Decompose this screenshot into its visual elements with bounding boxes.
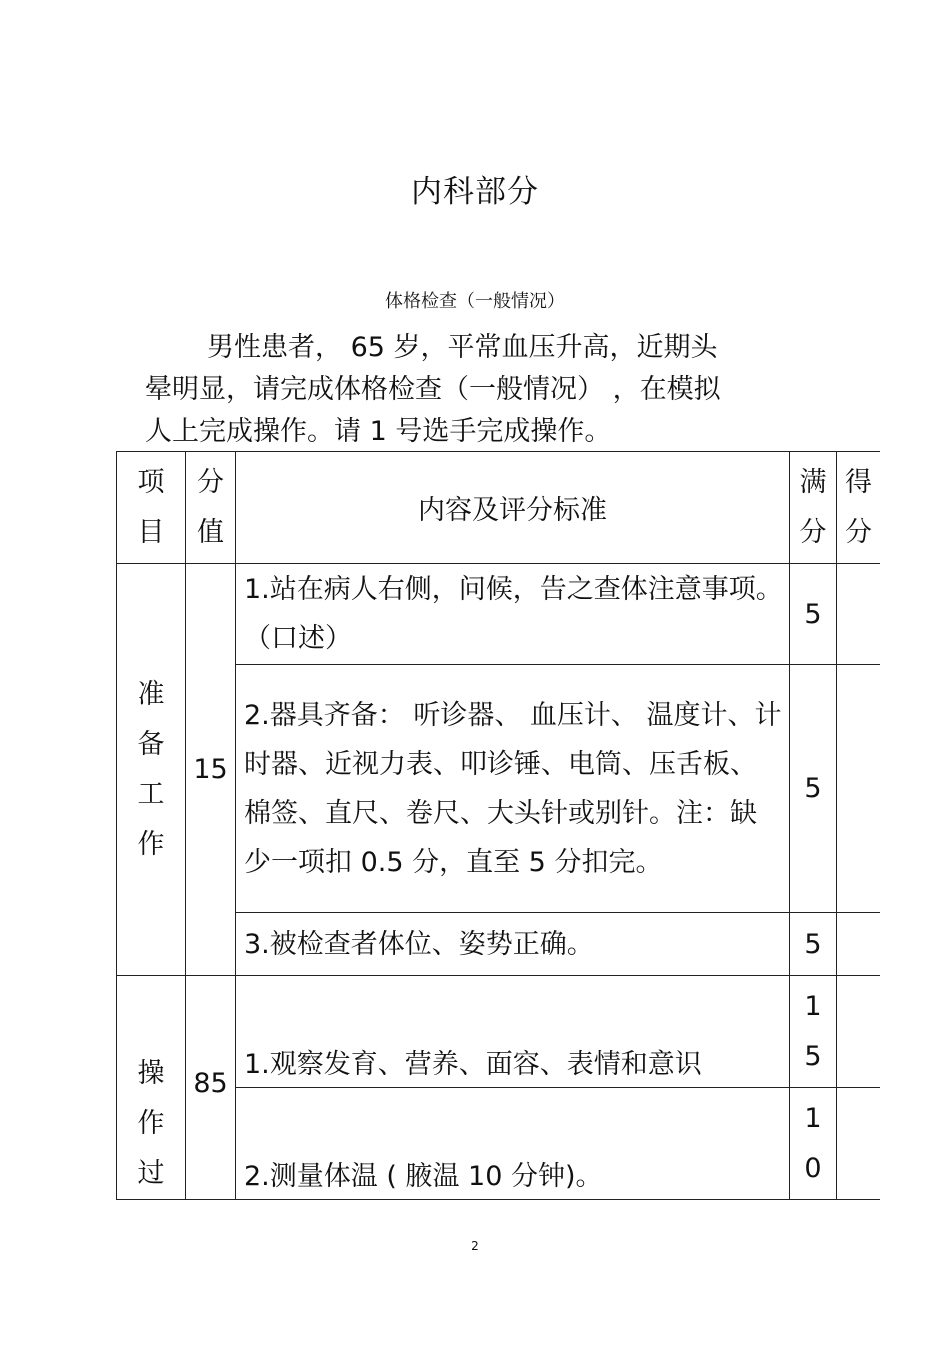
criteria-text: 2.测量体温 ( 腋温 10 分钟)。 xyxy=(236,1088,790,1200)
scenario-line: 男性患者， 65 岁，平常血压升高，近期头 xyxy=(207,332,718,363)
header-item-char: 项 xyxy=(137,466,165,498)
header-got-score xyxy=(837,452,881,564)
page-subtitle: 体格检查（一般情况） xyxy=(385,291,565,312)
header-item-char: 目 xyxy=(137,516,165,548)
section-name-char: 准 xyxy=(137,678,165,710)
scenario-line: 人上完成操作。请 1 号选手完成操作。 xyxy=(145,416,612,447)
section-name-char: 工 xyxy=(137,778,165,810)
header-score-char: 分 xyxy=(197,466,224,498)
criteria-text: 3.被检查者体位、姿势正确。 xyxy=(236,913,790,976)
table-header-row xyxy=(117,452,881,564)
got-score-cell xyxy=(837,665,881,913)
table-row xyxy=(117,976,881,1088)
scoring-table-frame xyxy=(116,451,880,1200)
header-full-char: 分 xyxy=(799,516,827,548)
header-got-char: 得 xyxy=(845,466,872,498)
section-name-char: 作 xyxy=(137,828,165,860)
criteria-text: 1.观察发育、营养、面容、表情和意识 xyxy=(236,976,790,1088)
scoring-table xyxy=(116,451,880,1200)
header-full-char: 满 xyxy=(799,466,827,498)
full-score-digit: 0 xyxy=(804,1152,822,1184)
section-name-char: 操 xyxy=(137,1058,165,1089)
full-score-cell: 5 xyxy=(790,564,837,665)
full-score-digit: 1 xyxy=(804,1102,822,1134)
section-score-ops xyxy=(186,976,236,1200)
got-score-cell xyxy=(837,564,881,665)
got-score-cell xyxy=(837,976,881,1088)
header-got-char: 分 xyxy=(845,516,872,548)
full-score-cell xyxy=(790,1088,837,1200)
full-score-digit: 1 xyxy=(804,990,822,1022)
section-name-char: 过 xyxy=(137,1158,165,1189)
section-score-prep: 15 xyxy=(186,564,236,976)
full-score-cell xyxy=(790,976,837,1088)
page-title: 内科部分 xyxy=(411,174,539,210)
header-full-score xyxy=(790,452,837,564)
full-score-digit: 5 xyxy=(804,1040,822,1072)
section-name-prep xyxy=(117,564,186,976)
section-name-char: 备 xyxy=(137,728,165,760)
header-score-char: 值 xyxy=(197,516,224,548)
header-score xyxy=(186,452,236,564)
section-name-ops xyxy=(117,976,186,1200)
full-score-cell: 5 xyxy=(790,665,837,913)
criteria-text: 2.器具齐备： 听诊器、 血压计、 温度计、计时器、近视力表、叩诊锤、电筒、压舌板、棉签、直尺、卷尺、大头针或别针。注：缺少一项扣 0.5 分，直至 5 分扣完。 xyxy=(236,665,790,913)
header-content: 内容及评分标准 xyxy=(236,452,790,564)
table-row xyxy=(117,564,881,665)
got-score-cell xyxy=(837,1088,881,1200)
page-number: 2 xyxy=(471,1239,479,1253)
section-name-char: 作 xyxy=(137,1108,165,1139)
section-score-value: 85 xyxy=(193,1068,228,1099)
header-item xyxy=(117,452,186,564)
got-score-cell xyxy=(837,913,881,976)
full-score-cell: 5 xyxy=(790,913,837,976)
criteria-text: 1.站在病人右侧，问候，告之查体注意事项。（口述） xyxy=(236,564,790,665)
scenario-text xyxy=(145,327,835,453)
scenario-line: 晕明显，请完成体格检查（一般情况） ，在模拟 xyxy=(145,374,721,405)
